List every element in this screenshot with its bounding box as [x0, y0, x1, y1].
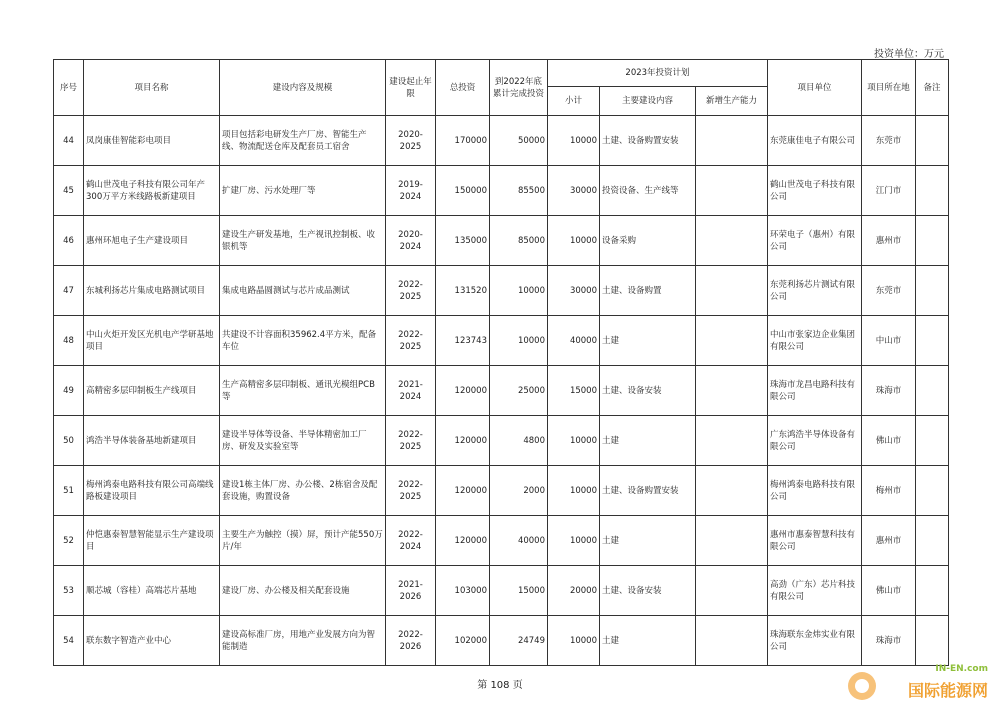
row-content: 生产高精密多层印制板、通讯光模组PCB等: [220, 366, 386, 416]
row-period: 2021-2026: [386, 566, 436, 616]
row-period: 2022-2026: [386, 616, 436, 666]
row-new-capacity: [696, 366, 768, 416]
row-location: 江门市: [862, 166, 916, 216]
row-name: 仲恺惠泰智慧智能显示生产建设项目: [84, 516, 220, 566]
row-total: 102000: [436, 616, 490, 666]
header-seq: 序号: [54, 60, 84, 116]
row-new-capacity: [696, 116, 768, 166]
row-new-capacity: [696, 416, 768, 466]
row-total: 103000: [436, 566, 490, 616]
row-unit: 广东鸿浩半导体设备有限公司: [768, 416, 862, 466]
row-new-capacity: [696, 316, 768, 366]
row-location: 佛山市: [862, 416, 916, 466]
row-remark: [916, 366, 949, 416]
row-completed: 10000: [490, 316, 548, 366]
row-main-content: 投资设备、生产线等: [600, 166, 696, 216]
header-name: 项目名称: [84, 60, 220, 116]
row-new-capacity: [696, 216, 768, 266]
row-seq: 47: [54, 266, 84, 316]
row-remark: [916, 566, 949, 616]
row-main-content: 土建、设备购置安装: [600, 116, 696, 166]
row-total: 150000: [436, 166, 490, 216]
row-new-capacity: [696, 466, 768, 516]
row-seq: 53: [54, 566, 84, 616]
row-new-capacity: [696, 616, 768, 666]
row-location: 珠海市: [862, 366, 916, 416]
row-name: 中山火炬开发区光机电产学研基地项目: [84, 316, 220, 366]
row-unit: 中山市张家边企业集团有限公司: [768, 316, 862, 366]
row-completed: 4800: [490, 416, 548, 466]
row-period: 2021-2024: [386, 366, 436, 416]
row-location: 惠州市: [862, 516, 916, 566]
table-row: [54, 116, 949, 166]
row-remark: [916, 166, 949, 216]
row-content: 主要生产为触控（摸）屏，预计产能550万片/年: [220, 516, 386, 566]
row-location: 梅州市: [862, 466, 916, 516]
row-completed: 24749: [490, 616, 548, 666]
header-subtotal: 小计: [548, 87, 600, 116]
row-completed: 2000: [490, 466, 548, 516]
row-unit: 东莞康佳电子有限公司: [768, 116, 862, 166]
row-remark: [916, 516, 949, 566]
header-new-capacity: 新增生产能力: [696, 87, 768, 116]
row-completed: 50000: [490, 116, 548, 166]
row-content: 集成电路晶圆测试与芯片成品测试: [220, 266, 386, 316]
globe-icon: [848, 672, 876, 700]
table-row: [54, 316, 949, 366]
row-completed: 10000: [490, 266, 548, 316]
row-main-content: 土建: [600, 516, 696, 566]
header-content: 建设内容及规模: [220, 60, 386, 116]
row-name: 顺芯城（容桂）高端芯片基地: [84, 566, 220, 616]
row-name: 惠州环旭电子生产建设项目: [84, 216, 220, 266]
row-subtotal: 30000: [548, 166, 600, 216]
table-row: [54, 616, 949, 666]
row-subtotal: 10000: [548, 416, 600, 466]
page-number: 第 108 页: [477, 680, 523, 691]
row-content: 扩建厂房、污水处理厂等: [220, 166, 386, 216]
row-period: 2022-2025: [386, 466, 436, 516]
row-seq: 52: [54, 516, 84, 566]
table-row: [54, 366, 949, 416]
row-remark: [916, 616, 949, 666]
row-name: 梅州鸿泰电路科技有限公司高端线路板建设项目: [84, 466, 220, 516]
row-subtotal: 20000: [548, 566, 600, 616]
row-total: 120000: [436, 516, 490, 566]
row-period: 2022-2025: [386, 416, 436, 466]
row-subtotal: 10000: [548, 216, 600, 266]
row-seq: 45: [54, 166, 84, 216]
row-unit: 鹤山世茂电子科技有限公司: [768, 166, 862, 216]
row-name: 鸿浩半导体装备基地新建项目: [84, 416, 220, 466]
row-name: 凤岗康佳智能彩电项目: [84, 116, 220, 166]
row-seq: 48: [54, 316, 84, 366]
header-completed: 到2022年底累计完成投资: [490, 60, 548, 116]
row-completed: 85500: [490, 166, 548, 216]
row-period: 2022-2025: [386, 266, 436, 316]
row-seq: 50: [54, 416, 84, 466]
row-location: 佛山市: [862, 566, 916, 616]
header-main-content: 主要建设内容: [600, 87, 696, 116]
table-row: [54, 166, 949, 216]
row-seq: 51: [54, 466, 84, 516]
row-main-content: 土建、设备安装: [600, 366, 696, 416]
row-remark: [916, 316, 949, 366]
row-subtotal: 10000: [548, 616, 600, 666]
row-completed: 40000: [490, 516, 548, 566]
row-remark: [916, 416, 949, 466]
row-new-capacity: [696, 566, 768, 616]
row-unit: 珠海联东金炜实业有限公司: [768, 616, 862, 666]
header-location: 项目所在地: [862, 60, 916, 116]
table-row: [54, 416, 949, 466]
row-main-content: 土建、设备购置: [600, 266, 696, 316]
row-content: 建设1栋主体厂房、办公楼、2栋宿舍及配套设施，购置设备: [220, 466, 386, 516]
row-completed: 25000: [490, 366, 548, 416]
row-subtotal: 40000: [548, 316, 600, 366]
row-new-capacity: [696, 516, 768, 566]
row-subtotal: 30000: [548, 266, 600, 316]
row-main-content: 土建: [600, 316, 696, 366]
row-name: 高精密多层印制板生产线项目: [84, 366, 220, 416]
row-content: 共建设不计容面积35962.4平方米，配备车位: [220, 316, 386, 366]
row-main-content: 土建: [600, 616, 696, 666]
row-main-content: 土建、设备购置安装: [600, 466, 696, 516]
header-remark: 备注: [916, 60, 949, 116]
row-remark: [916, 266, 949, 316]
row-total: 120000: [436, 466, 490, 516]
row-subtotal: 10000: [548, 466, 600, 516]
row-remark: [916, 466, 949, 516]
header-plan-2023: 2023年投资计划: [548, 60, 768, 87]
row-content: 建设生产研发基地，生产视讯控制板、收银机等: [220, 216, 386, 266]
row-location: 中山市: [862, 316, 916, 366]
table-row: [54, 266, 949, 316]
row-remark: [916, 116, 949, 166]
row-new-capacity: [696, 266, 768, 316]
row-content: 建设高标准厂房，用地产业发展方向为智能制造: [220, 616, 386, 666]
row-subtotal: 10000: [548, 116, 600, 166]
row-name: 联东数字智造产业中心: [84, 616, 220, 666]
table-row: [54, 466, 949, 516]
row-unit: 高劲（广东）芯片科技有限公司: [768, 566, 862, 616]
row-location: 珠海市: [862, 616, 916, 666]
row-completed: 15000: [490, 566, 548, 616]
row-total: 170000: [436, 116, 490, 166]
row-total: 120000: [436, 416, 490, 466]
row-unit: 惠州市惠泰智慧科技有限公司: [768, 516, 862, 566]
row-location: 东莞市: [862, 116, 916, 166]
row-period: 2020-2024: [386, 216, 436, 266]
table-row: [54, 516, 949, 566]
row-name: 鹤山世茂电子科技有限公司年产300万平方米线路板新建项目: [84, 166, 220, 216]
row-total: 131520: [436, 266, 490, 316]
table-row: [54, 216, 949, 266]
row-new-capacity: [696, 166, 768, 216]
row-seq: 54: [54, 616, 84, 666]
row-total: 123743: [436, 316, 490, 366]
row-seq: 44: [54, 116, 84, 166]
row-seq: 49: [54, 366, 84, 416]
header-unit: 项目单位: [768, 60, 862, 116]
row-name: 东城利扬芯片集成电路测试项目: [84, 266, 220, 316]
row-period: 2022-2025: [386, 316, 436, 366]
row-subtotal: 15000: [548, 366, 600, 416]
row-period: 2020-2025: [386, 116, 436, 166]
row-main-content: 设备采购: [600, 216, 696, 266]
row-unit: 珠海市龙昌电路科技有限公司: [768, 366, 862, 416]
table-row: [54, 566, 949, 616]
watermark-main: 国际能源网: [907, 681, 988, 700]
row-period: 2019-2024: [386, 166, 436, 216]
unit-note: 投资单位：万元: [874, 49, 944, 60]
row-seq: 46: [54, 216, 84, 266]
row-location: 东莞市: [862, 266, 916, 316]
row-content: 项目包括彩电研发生产厂房、智能生产线、物流配送仓库及配套员工宿舍: [220, 116, 386, 166]
header-period: 建设起止年限: [386, 60, 436, 116]
row-unit: 梅州鸿泰电路科技有限公司: [768, 466, 862, 516]
row-main-content: 土建、设备安装: [600, 566, 696, 616]
watermark-top: IN-EN.com: [935, 664, 988, 674]
row-subtotal: 10000: [548, 516, 600, 566]
row-unit: 东莞利扬芯片测试有限公司: [768, 266, 862, 316]
investment-table: [53, 59, 949, 666]
row-content: 建设半导体等设备、半导体精密加工厂房、研发及实验室等: [220, 416, 386, 466]
row-completed: 85000: [490, 216, 548, 266]
row-total: 120000: [436, 366, 490, 416]
row-content: 建设厂房、办公楼及相关配套设施: [220, 566, 386, 616]
watermark-logo: [848, 664, 998, 704]
row-unit: 环荣电子（惠州）有限公司: [768, 216, 862, 266]
row-location: 惠州市: [862, 216, 916, 266]
row-period: 2022-2024: [386, 516, 436, 566]
row-remark: [916, 216, 949, 266]
row-total: 135000: [436, 216, 490, 266]
row-main-content: 土建: [600, 416, 696, 466]
header-total: 总投资: [436, 60, 490, 116]
